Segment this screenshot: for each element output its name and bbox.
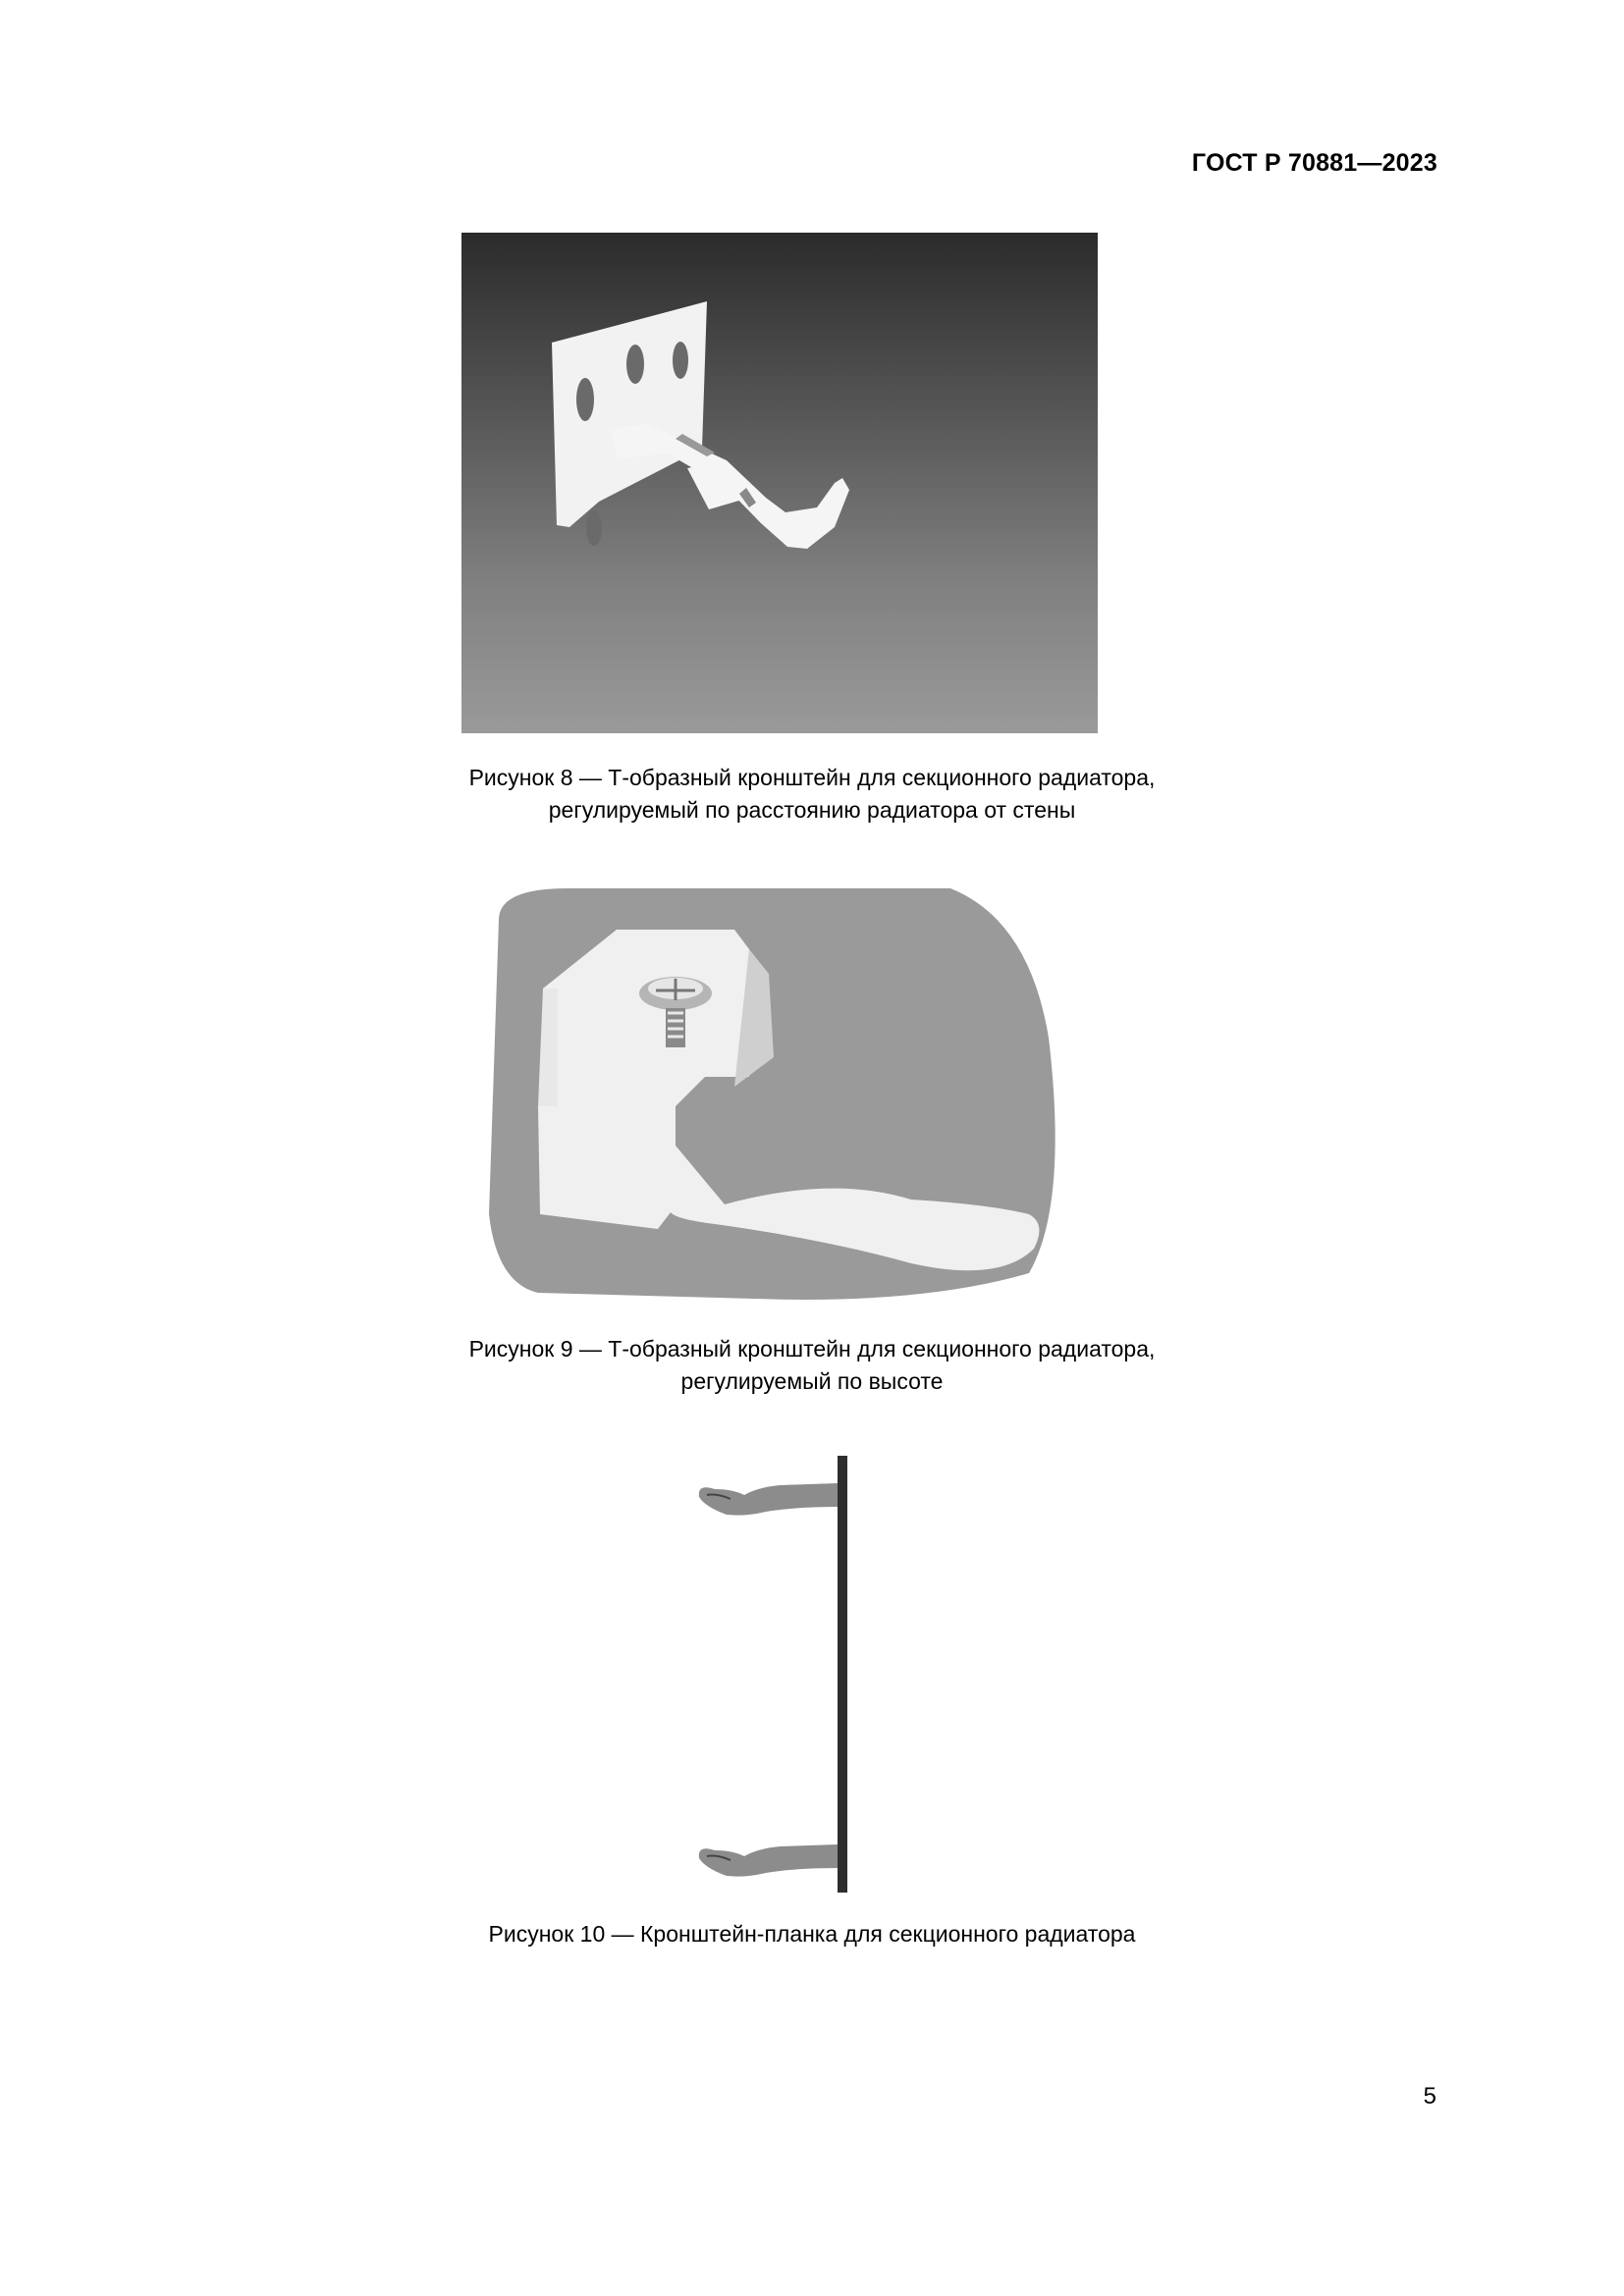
figure-9-caption-line-1: Рисунок 9 — Т-образный кронштейн для секционного радиатора,	[468, 1336, 1156, 1362]
figure-9-caption	[0, 1333, 1624, 1398]
document-code-header: ГОСТ Р 70881—2023	[1191, 149, 1437, 177]
figure-8-caption-line-2: регулируемый по расстоянию радиатора от стены	[548, 797, 1076, 823]
figure-8-caption	[0, 762, 1624, 827]
figure-10-caption-line-1: Рисунок 10 — Кронштейн-планка для секционного радиатора	[488, 1921, 1136, 1947]
figure-10-image	[687, 1456, 864, 1897]
figure-8-caption-line-1: Рисунок 8 — Т-образный кронштейн для секционного радиатора,	[468, 765, 1156, 790]
figure-9-caption-line-2: регулируемый по высоте	[680, 1368, 944, 1394]
figure-9-image	[479, 881, 1074, 1305]
figure-8-image	[461, 233, 1098, 733]
figure-10-caption	[0, 1918, 1624, 1950]
page-number: 5	[1423, 2083, 1436, 2109]
